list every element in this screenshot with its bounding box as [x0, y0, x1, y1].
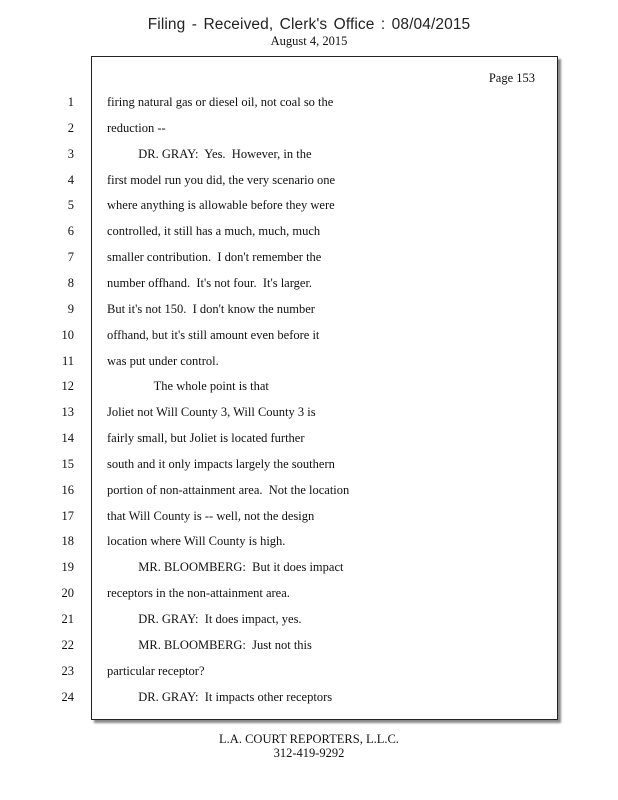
line-number: 22 — [61, 637, 74, 652]
line-text: that Will County is -- well, not the design — [107, 508, 315, 523]
line-text: firing natural gas or diesel oil, not coal so the — [107, 95, 334, 109]
page-footer — [0, 732, 618, 760]
transcript-line — [61, 637, 557, 664]
transcript-line — [61, 327, 557, 354]
transcript-line — [61, 612, 557, 638]
line-text: DR. GRAY: Yes. However, in the — [107, 146, 312, 161]
line-number: 7 — [67, 250, 74, 265]
line-number: 15 — [61, 456, 74, 471]
line-number: 6 — [67, 224, 74, 239]
transcript-line — [61, 534, 557, 560]
line-text: DR. GRAY: It impacts other receptors — [107, 689, 333, 704]
line-text: location where Will County is high. — [107, 534, 286, 549]
line-text: controlled, it still has a much, much, much — [107, 224, 321, 239]
transcript-line — [61, 379, 557, 405]
line-text: smaller contribution. I don't remember the — [107, 250, 322, 265]
transcript-line — [67, 198, 557, 224]
line-text: receptors in the non-attainment area. — [107, 586, 290, 601]
line-number: 17 — [61, 508, 74, 523]
line-number: 10 — [61, 327, 74, 342]
transcript-line — [67, 172, 557, 199]
transcript-line — [61, 689, 557, 716]
transcript-line — [67, 224, 557, 250]
line-text: where anything is allowable before they were — [107, 198, 335, 213]
line-number: 18 — [61, 534, 74, 549]
line-text: south and it only impacts largely the southern — [107, 456, 335, 471]
filing-header — [0, 16, 618, 48]
line-text: portion of non-attainment area. Not the location — [107, 482, 350, 497]
transcript-line — [61, 431, 557, 457]
line-number: 21 — [61, 612, 74, 626]
line-number: 24 — [61, 689, 74, 704]
footer-phone: 312-419-9292 — [273, 746, 345, 760]
line-text: first model run you did, the very scenario one — [107, 172, 336, 187]
line-text: The whole point is that — [107, 379, 269, 394]
line-number: 8 — [67, 275, 74, 290]
line-number: 9 — [67, 301, 74, 316]
line-number: 19 — [61, 560, 74, 575]
line-number: 12 — [61, 379, 74, 394]
filing-date: August 4, 2015 — [270, 34, 348, 48]
footer-company: L.A. COURT REPORTERS, L.L.C. — [219, 732, 399, 746]
transcript-line — [61, 456, 557, 483]
line-number: 20 — [61, 586, 74, 601]
line-text: reduction -- — [107, 120, 166, 135]
transcript-line — [61, 560, 557, 586]
line-number: 16 — [61, 482, 74, 497]
line-text: offhand, but it's still amount even before it — [107, 327, 320, 342]
transcript-line — [61, 663, 557, 690]
line-text: number offhand. It's not four. It's larger. — [107, 275, 313, 290]
line-text: DR. GRAY: It does impact, yes. — [107, 612, 302, 626]
transcript-line — [61, 353, 557, 380]
line-text: MR. BLOOMBERG: But it does impact — [107, 560, 344, 575]
line-number: 2 — [67, 120, 74, 135]
transcript-line — [67, 275, 557, 302]
line-number: 14 — [61, 431, 74, 446]
filing-stamp: Filing - Received, Clerk's Office : 08/04/2015 — [147, 16, 471, 33]
line-number: 3 — [67, 146, 74, 161]
line-number: 1 — [67, 95, 74, 109]
line-number: 4 — [67, 172, 74, 187]
line-number: 23 — [61, 663, 74, 678]
page-number: Page 153 — [488, 71, 535, 85]
line-text: was put under control. — [107, 353, 219, 368]
line-text: fairly small, but Joliet is located further — [107, 431, 305, 446]
transcript-line — [67, 250, 557, 276]
line-number: 11 — [61, 353, 74, 368]
transcript-page-frame — [61, 56, 558, 720]
line-number: 13 — [61, 405, 74, 420]
transcript-line — [61, 482, 557, 509]
transcript-line — [67, 301, 557, 328]
transcript-line — [67, 146, 557, 173]
transcript-line — [67, 120, 557, 147]
line-text: particular receptor? — [107, 663, 205, 678]
transcript-line — [61, 405, 557, 431]
line-text: MR. BLOOMBERG: Just not this — [107, 637, 312, 652]
transcript-line — [61, 508, 557, 535]
line-text: But it's not 150. I don't know the number — [107, 301, 315, 316]
transcript-line — [67, 95, 557, 121]
line-number: 5 — [67, 198, 74, 213]
line-text: Joliet not Will County 3, Will County 3 is — [107, 405, 316, 420]
transcript-line — [61, 586, 557, 612]
